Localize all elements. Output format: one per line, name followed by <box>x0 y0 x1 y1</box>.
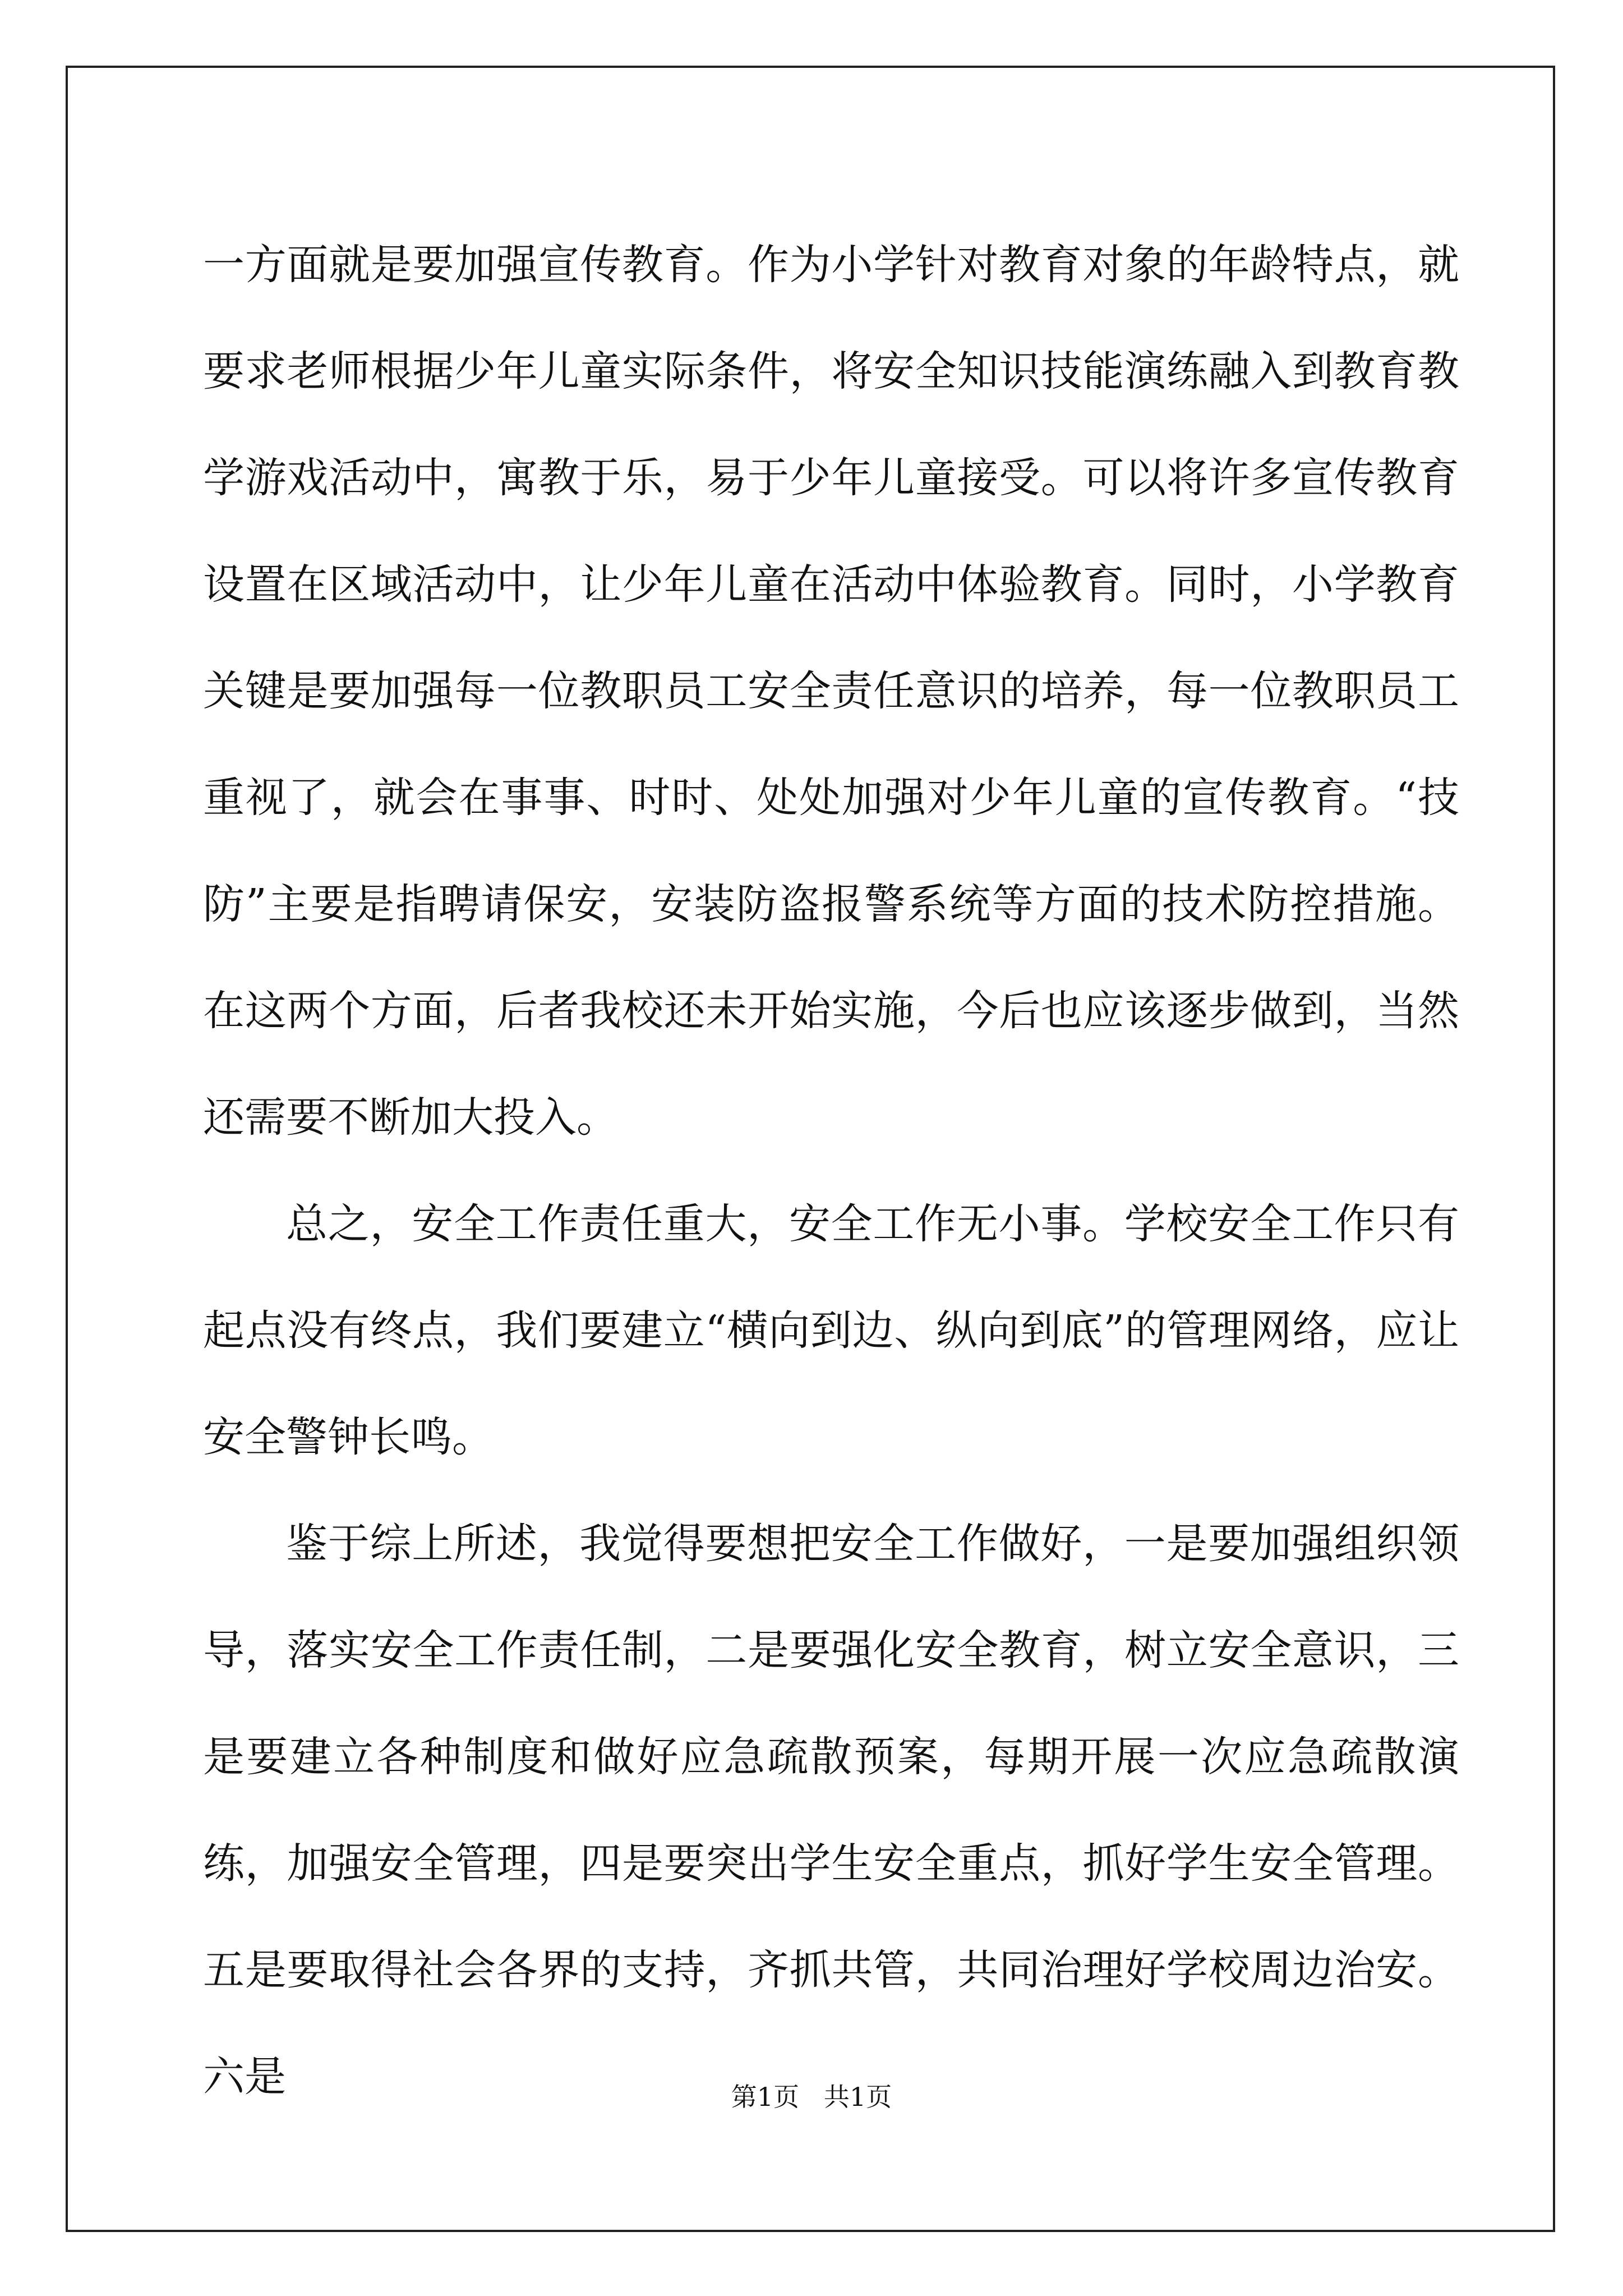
paragraph-2: 总之，安全工作责任重大，安全工作无小事。学校安全工作只有起点没有终点，我们要建立“横向到边、纵向到底”的管理网络，应让安全警钟长鸣。 <box>203 1200 1459 1461</box>
paragraph-1: 一方面就是要加强宣传教育。作为小学针对教育对象的年龄特点，就要求老师根据少年儿童实际条件，将安全知识技能演练融入到教育教学游戏活动中，寓教于乐，易于少年儿童接受。可以将许多宣传教育设置在区域活动中，让少年儿童在活动中体验教育。同时，小学教育关键是要加强每一位教职员工安全责任意识的培养，每一位教职员工重视了，就会在事事、时时、处处加强对少年儿童的宣传教育。“技防”主要是指聘请保安，安装防盗报警系统等方面的技术防控措施。在这两个方面，后者我校还未开始实施，今后也应该逐步做到，当然还需要不断加大投入。 <box>203 241 1459 1142</box>
paragraph-3: 鉴于综上所述，我觉得要想把安全工作做好，一是要加强组织领导，落实安全工作责任制，二是要强化安全教育，树立安全意识，三是要建立各种制度和做好应急疏散预案，每期开展一次应急疏散演练，加强安全管理，四是要突出学生安全重点，抓好学生安全管理。五是要取得社会各界的支持，齐抓共管，共同治理好学校周边治安。六是 <box>203 1520 1459 2101</box>
page-number-footer: 第1页 共1页 <box>731 2082 892 2112</box>
document-body <box>203 211 1459 2130</box>
